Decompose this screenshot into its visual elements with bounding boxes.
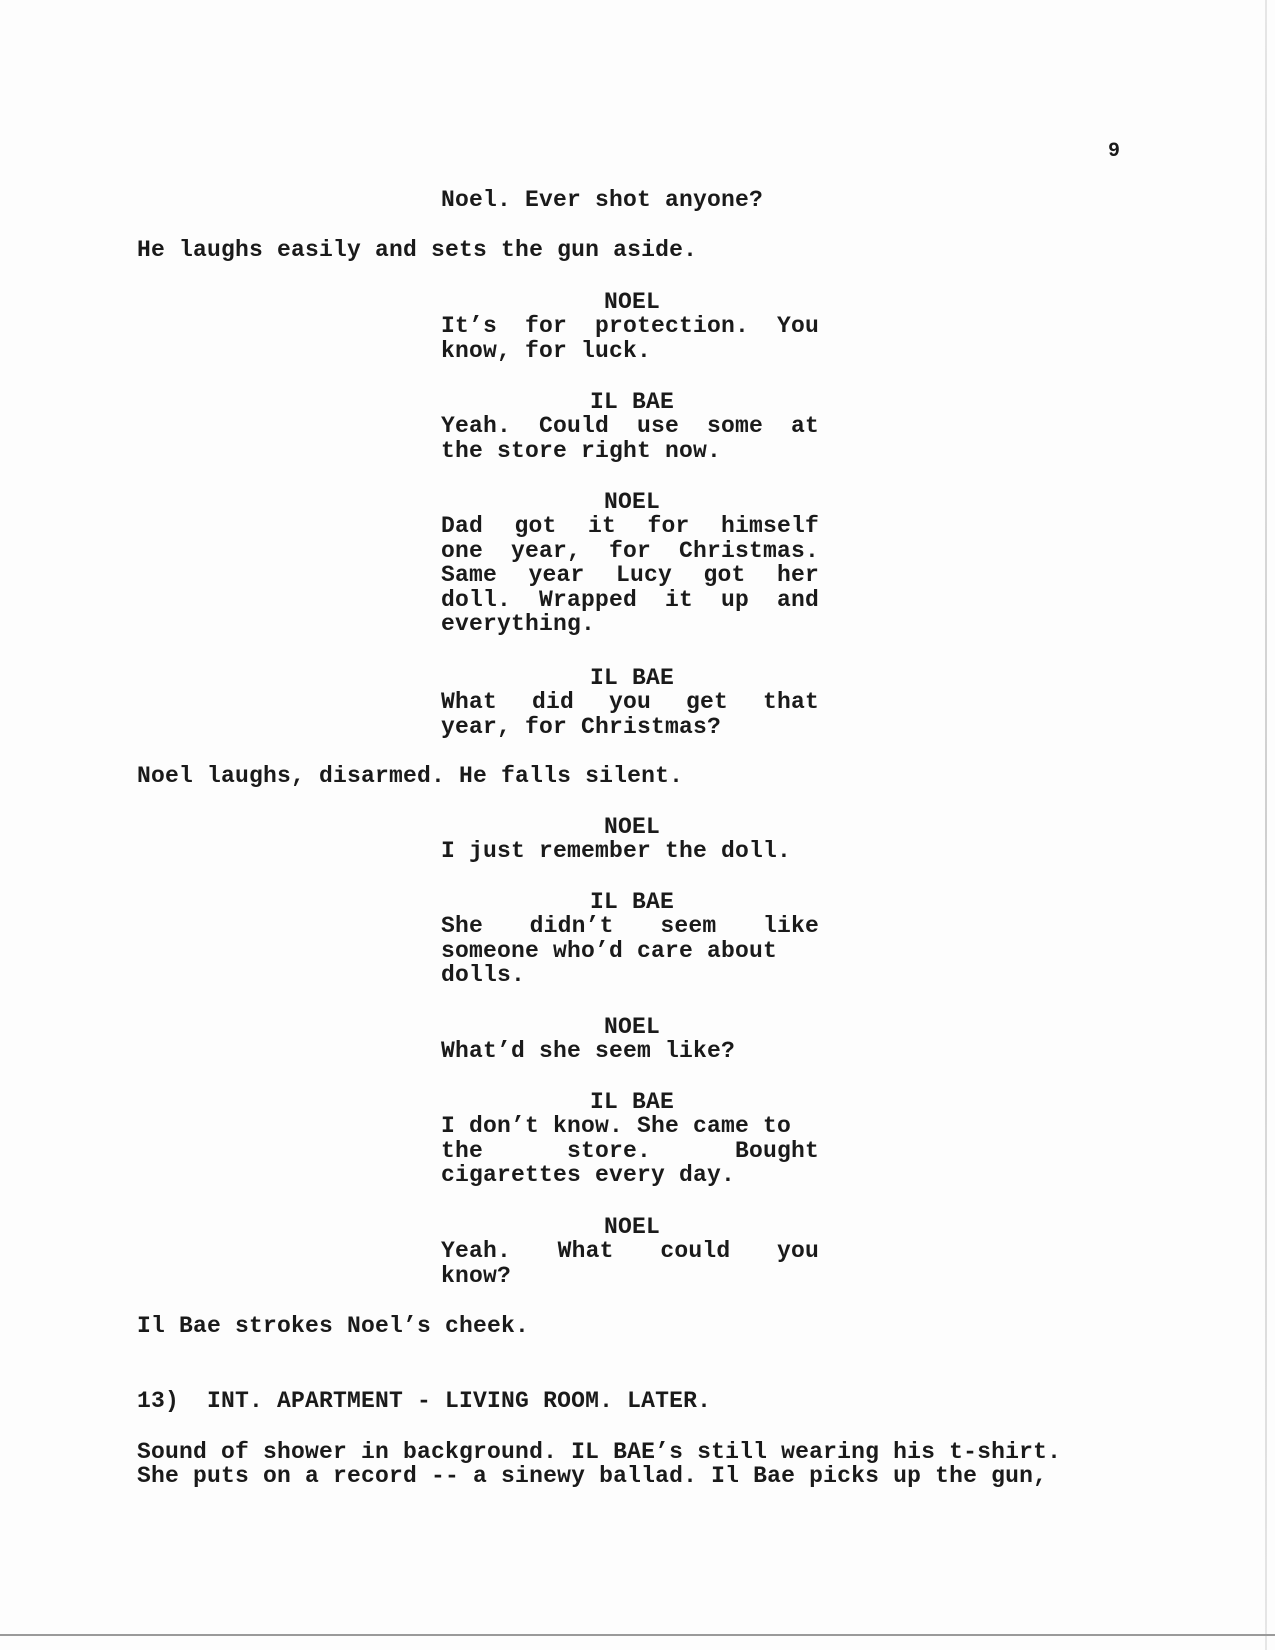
dialogue-line: What did you get that bbox=[441, 689, 819, 715]
dialogue-line: Noel. Ever shot anyone? bbox=[441, 187, 764, 213]
dialogue-block bbox=[441, 690, 819, 739]
dialogue-line: everything. bbox=[441, 611, 596, 637]
action-line: He laughs easily and sets the gun aside. bbox=[137, 237, 698, 263]
action-line: Sound of shower in background. IL BAE’s still wearing his t-shirt. bbox=[137, 1439, 1062, 1465]
dialogue-line: know? bbox=[441, 1262, 512, 1289]
character-name: NOEL bbox=[603, 814, 660, 840]
dialogue-line: one year, for Christmas. bbox=[441, 537, 819, 564]
dialogue-line: She didn’t seem like bbox=[441, 913, 819, 939]
character-name: NOEL bbox=[603, 489, 660, 515]
dialogue-line: doll. Wrapped it up and bbox=[441, 586, 819, 613]
page-number: 9 bbox=[1108, 140, 1121, 163]
dialogue-block bbox=[441, 1039, 819, 1064]
dialogue-block bbox=[441, 1239, 819, 1288]
action-line: Noel laughs, disarmed. He falls silent. bbox=[137, 763, 684, 789]
action-line: She puts on a record -- a sinewy ballad. Il Bae picks up the gun, bbox=[137, 1463, 1048, 1489]
dialogue-block bbox=[441, 414, 819, 463]
action-line: Il Bae strokes Noel’s cheek. bbox=[137, 1313, 530, 1339]
scene-heading: 13) INT. APARTMENT - LIVING ROOM. LATER. bbox=[137, 1388, 712, 1414]
character-name: NOEL bbox=[603, 289, 660, 315]
scan-edge-bottom bbox=[0, 1634, 1275, 1636]
dialogue-line: I don’t know. She came to bbox=[441, 1113, 792, 1139]
character-name: IL BAE bbox=[589, 1089, 674, 1115]
character-name: IL BAE bbox=[589, 665, 674, 691]
dialogue-block bbox=[441, 514, 819, 637]
dialogue-line: cigarettes every day. bbox=[441, 1162, 736, 1188]
dialogue-line: the store. Bought bbox=[441, 1137, 819, 1164]
dialogue-line: Yeah. What could you bbox=[441, 1238, 819, 1264]
dialogue-line: Dad got it for himself bbox=[441, 513, 819, 539]
dialogue-line: What’d she seem like? bbox=[441, 1038, 736, 1064]
dialogue-line: someone who’d care about bbox=[441, 937, 778, 964]
dialogue-line: Yeah. Could use some at bbox=[441, 413, 819, 439]
dialogue-line: Same year Lucy got her bbox=[441, 562, 819, 588]
character-name: NOEL bbox=[603, 1214, 660, 1240]
dialogue-block bbox=[441, 839, 819, 864]
character-name: IL BAE bbox=[589, 889, 674, 915]
dialogue-line: know, for luck. bbox=[441, 337, 652, 364]
dialogue-block bbox=[441, 314, 819, 363]
dialogue-line: dolls. bbox=[441, 962, 526, 988]
dialogue-line: It’s for protection. You bbox=[441, 313, 819, 339]
dialogue-line: the store right now. bbox=[441, 437, 722, 464]
scan-edge bbox=[1265, 0, 1267, 1650]
dialogue-line: year, for Christmas? bbox=[441, 713, 722, 740]
character-name: IL BAE bbox=[589, 389, 674, 415]
character-name: NOEL bbox=[603, 1014, 660, 1040]
dialogue-block bbox=[441, 914, 819, 988]
dialogue-block bbox=[441, 1114, 819, 1188]
dialogue-line: I just remember the doll. bbox=[441, 838, 792, 864]
